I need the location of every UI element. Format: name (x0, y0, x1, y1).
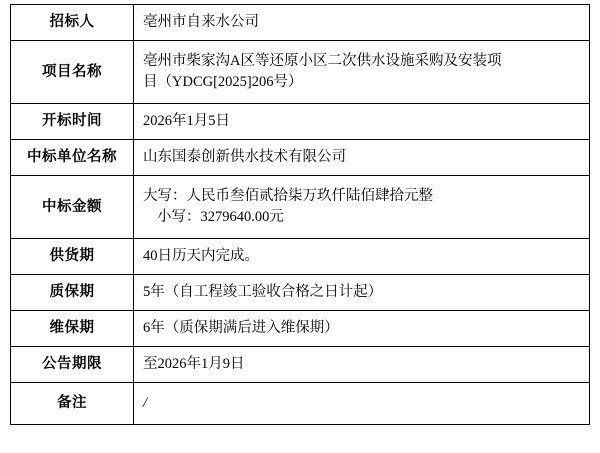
row-label-open-time: 开标时间 (11, 104, 134, 140)
row-value-winner-name (134, 140, 590, 176)
row-label-announcement-deadline: 公告期限 (11, 347, 134, 383)
value-text: 6年（质保期满后进入维保期） (143, 320, 339, 337)
table-row (11, 275, 590, 311)
row-value-project-name (134, 41, 590, 104)
row-value-open-time (134, 104, 590, 140)
row-label-project-name: 项目名称 (11, 41, 134, 104)
row-label-supply-period: 供货期 (11, 239, 134, 275)
row-value-remarks (134, 383, 590, 425)
row-label-warranty-period: 质保期 (11, 275, 134, 311)
row-label-winner-name: 中标单位名称 (11, 140, 134, 176)
value-text-line2: 目（YDCG[2025]206号） (143, 74, 303, 91)
table-row (11, 176, 590, 239)
row-value-supply-period (134, 239, 590, 275)
row-value-winning-amount (134, 176, 590, 239)
table-row (11, 347, 590, 383)
row-label-remarks: 备注 (11, 383, 134, 425)
value-text-line1: 亳州市柴家沟A区等还原小区二次供水设施采购及安装项 (143, 53, 502, 70)
table-body (11, 5, 590, 425)
value-text: 山东国泰创新供水技术有限公司 (143, 149, 346, 166)
table-row (11, 239, 590, 275)
value-text: 2026年1月5日 (143, 113, 230, 130)
value-text: 5年（自工程竣工验收合格之日计起） (143, 284, 383, 301)
row-label-maintenance-period: 维保期 (11, 311, 134, 347)
row-label-bidder: 招标人 (11, 5, 134, 41)
row-value-maintenance-period (134, 311, 590, 347)
row-value-announcement-deadline (134, 347, 590, 383)
table-row (11, 140, 590, 176)
table-row (11, 41, 590, 104)
amount-in-figures: 小写：3279640.00元 (157, 209, 284, 226)
value-text: 至2026年1月9日 (143, 356, 245, 373)
table-row (11, 383, 590, 425)
value-text: 亳州市自来水公司 (143, 14, 259, 30)
amount-in-words: 大写：人民币叁佰贰拾柒万玖仟陆佰肆拾元整 (143, 188, 433, 205)
table-row (11, 311, 590, 347)
value-text: / (143, 395, 148, 412)
value-text: 40日历天内完成。 (143, 248, 259, 265)
bid-result-table (10, 4, 590, 425)
table-row (11, 104, 590, 140)
row-label-winning-amount: 中标金额 (11, 176, 134, 239)
row-value-bidder (134, 5, 590, 41)
row-value-warranty-period (134, 275, 590, 311)
table-row (11, 5, 590, 41)
